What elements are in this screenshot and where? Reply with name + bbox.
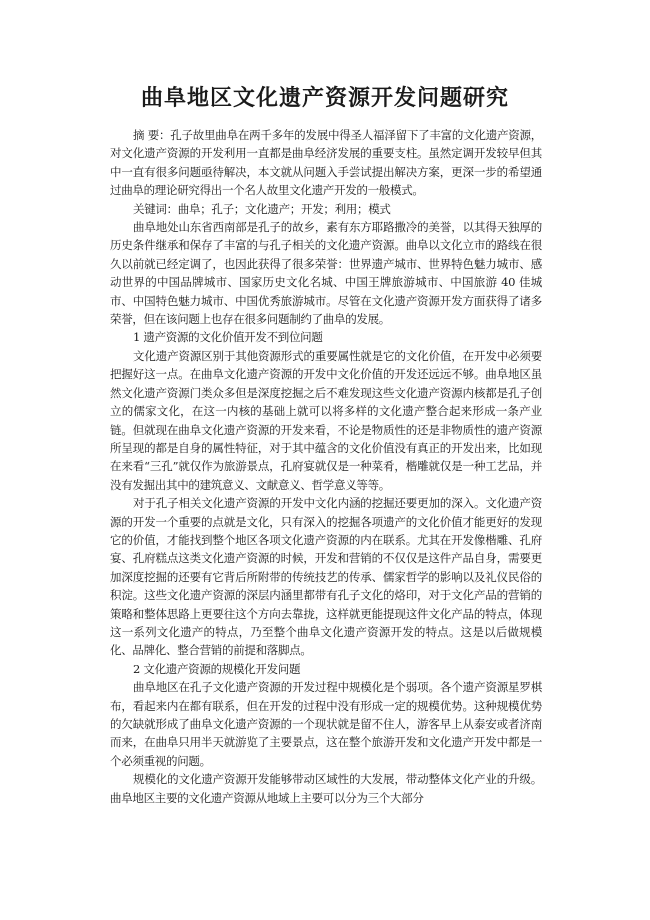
body-paragraph: 文化遗产资源区别于其他资源形式的重要属性就是它的文化价值，在开发中必须要把握好这一点。在曲阜文化遗产资源的开发中文化价值的开发还远远不够。曲阜地区虽然文化遗产资源门类众多但是深度挖掘之后不难发现这些文化遗产资源内核都是孔子创立的儒家文化，在这一内核的基础上就可以将多样的文化遗产整合起来形成一条产业链。但就现在曲阜文化遗产资源的开发来看，不论是物质性的还是非物质性的遗产资源所呈现的都是自身的属性特征，对于其中蕴含的文化价值没有真正的开发出来，比如现在来看“三孔”就仅作为旅游景点，孔府宴就仅是一种菜肴，楷雕就仅是一种工艺品，并没有发掘出其中的建筑意义、文献意义、哲学意义等等。 [110, 348, 542, 492]
body-paragraph: 规模化的文化遗产资源开发能够带动区域性的大发展，带动整体文化产业的升级。曲阜地区主要的文化遗产资源从地域上主要可以分为三个大部分 [110, 772, 542, 805]
body-paragraph: 对于孔子相关文化遗产资源的开发中文化内涵的挖掘还要更加的深入。文化遗产资源的开发一个重要的点就是文化，只有深入的挖掘各项遗产的文化价值才能更好的发现它的价值，才能找到整个地区各项文化遗产资源的内在联系。尤其在开发像楷雕、孔府宴、孔府糕点这类文化遗产资源的时候，开发和营销的不仅仅是这件产品自身，需要更加深度挖掘的还要有它背后所附带的传统技艺的传承、儒家哲学的影响以及礼仪民俗的积淀。这些文化遗产资源的深层内涵里都带有孔子文化的烙印，对于文化产品的营销的策略和整体思路上更要往这个方向去靠拢，这样就更能提现这件文化产品的特点，体现这一系列文化遗产的特点，乃至整个曲阜文化遗产资源开发的特点。这是以后做规模化、品牌化、整合营销的前提和落脚点。 [110, 496, 542, 658]
intro-paragraph: 曲阜地处山东省西南部是孔子的故乡，素有东方耶路撒冷的美誉，以其得天独厚的历史条件继承和保存了丰富的与孔子相关的文化遗产资源。曲阜以文化立市的路线在很久以前就已经定调了，也因此获得了很多荣誉：世界遗产城市、世界特色魅力城市、感动世界的中国品牌城市、国家历史文化名城、中国王牌旅游城市、中国旅游 40 佳城市、中国特色魅力城市、中国优秀旅游城市。尽管在文化遗产资源开发方面获得了诸多荣誉，但在该问题上也存在很多问题制约了曲阜的发展。 [110, 220, 542, 327]
body-paragraph: 曲阜地区在孔子文化遗产资源的开发过程中规模化是个弱项。各个遗产资源星罗棋布，看起来内在都有联系，但在开发的过程中没有形成一定的规模优势。这种规模优势的欠缺就形成了曲阜文化遗产资源的一个现状就是留不住人，游客早上从泰安或者济南而来，在曲阜只用半天就游览了主要景点，这在整个旅游开发和文化遗产开发中都是一个必须重视的问题。 [110, 680, 542, 768]
keywords: 关键词：曲阜；孔子；文化遗产；开发；利用；模式 [133, 201, 391, 216]
section-heading-1: 1 遗产资源的文化价值开发不到位问题 [133, 330, 323, 345]
section-heading-2: 2 文化遗产资源的规模化开发问题 [133, 661, 301, 676]
article-body [110, 126, 542, 807]
page-title: 曲阜地区文化遗产资源开发问题研究 [140, 86, 509, 111]
abstract: 摘 要：孔子故里曲阜在两千多年的发展中得圣人福泽留下了丰富的文化遗产资源，对文化遗产资源的开发利用一直都是曲阜经济发展的重要支柱。虽然定调开发较早但其中一直有很多问题亟待解决，本文就从问题入手尝试提出解决方案，更深一步的希望通过曲阜的理论研究得出一个名人故里文化遗产开发的一般模式。 [110, 128, 542, 198]
